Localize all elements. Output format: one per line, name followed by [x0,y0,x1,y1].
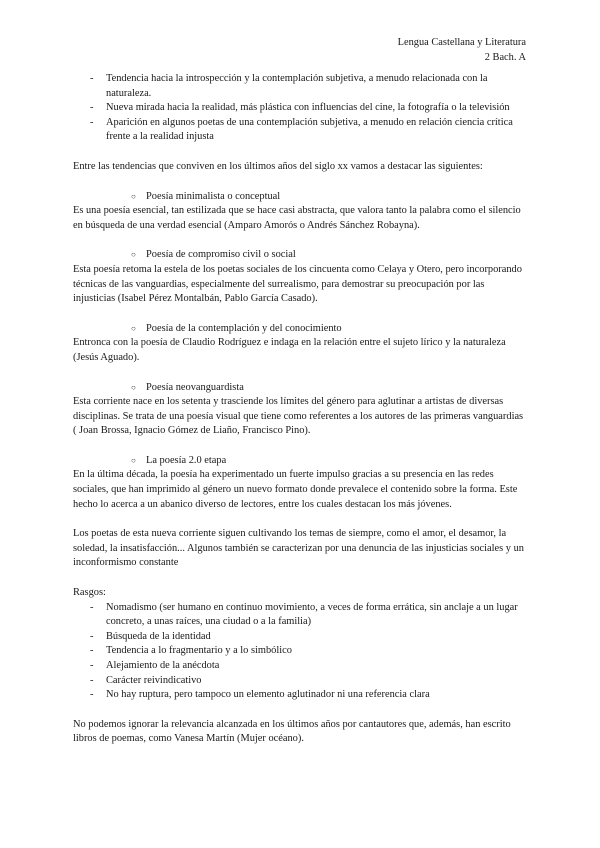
list-item: - Alejamiento de la anécdota [73,659,529,674]
dash-bullet: - [90,689,94,701]
dash-bullet: - [90,73,94,84]
dash-bullet: - [90,116,94,128]
rasgos-title: Rasgos: [73,587,106,599]
dash-bullet: - [90,630,94,642]
section-body: En la última década, la poesía ha experimentado un fuerte impulso gracias a su presencia en las redes sociales, que han imprimido al género un nuevo formato donde prevalece el contenido sobre la forma. Este hecho lo acerca a un abanico diverso de lectores, entre los cuales destacan los más jóvenes. [73,469,518,510]
circle-bullet: ○ [131,455,136,465]
section-poesia-2-0 [73,454,529,512]
subject-title: Lengua Castellana y Literatura [397,37,526,48]
list-item: - Carácter reivindicativo [73,674,529,689]
rasgos-list [73,601,529,703]
section-heading: ○ La poesía 2.0 etapa [73,454,529,469]
list-item: - Aparición en algunos poetas de una contemplación subjetiva, a menudo en relación ciencia crítica frente a la realidad injusta [90,116,513,143]
list-item: - Tendencia a lo fragmentario y a lo simbólico [73,644,529,659]
list-item: - No hay ruptura, pero tampoco un elemento aglutinador ni una referencia clara [73,688,529,703]
circle-bullet: ○ [131,250,136,260]
dash-bullet: - [90,674,94,686]
section-neovanguardista [73,381,529,439]
section-body: Es una poesía esencial, tan estilizada que se hace casi abstracta, que valora tanto la palabra como el silencio en búsqueda de una verdad esencial (Amparo Amorós o Andrés Sánchez Robayna). [73,205,521,231]
list-item: - Búsqueda de la identidad [73,630,529,645]
circle-bullet: ○ [131,382,136,392]
closing-paragraph: No podemos ignorar la relevancia alcanzada en los últimos años por cantautores que, además, han escrito libros de poemas, como Vanesa Martín (Mujer océano). [73,718,511,745]
section-body: Entronca con la poesía de Claudio Rodríguez e indaga en la relación entre el sujeto lírico y la naturaleza (Jesús Aguado). [73,337,506,363]
list-item: - Tendencia hacia la introspección y la contemplación subjetiva, a menudo relacionada con la naturaleza. [90,73,488,99]
lead-paragraph: Entre las tendencias que conviven en los últimos años del siglo xx vamos a destacar las siguientes: [73,160,483,172]
section-heading: ○ Poesía de la contemplación y del conocimiento [73,322,529,337]
section-heading: ○ Poesía minimalista o conceptual [73,190,529,205]
dash-bullet: - [90,102,94,114]
section-body: Esta poesía retoma la estela de los poetas sociales de los cincuenta como Celaya y Otero, pero incorporando técnicas de las vanguardias, especialmente del surrealismo, para demostrar su preocupación por las injusticias (Isabel Pérez Montalbán, Pablo García Casado). [73,263,522,305]
section-compromiso [73,248,529,306]
section-heading: ○ Poesía neovanguardista [73,381,529,396]
course-label: 2 Bach. A [484,51,526,63]
dash-bullet: - [90,645,94,657]
section-contemplacion [73,322,529,366]
circle-bullet: ○ [131,323,136,333]
document-body [73,72,529,747]
section-heading: ○ Poesía de compromiso civil o social [73,248,529,263]
dash-bullet: - [90,660,94,671]
dash-bullet: - [90,601,94,613]
list-item: - Nomadismo (ser humano en continuo movimiento, a veces de forma errática, sin anclaje a un lugar concreto, a unas raíces, una ciudad o a la familia) [90,601,518,628]
page-header [398,36,526,65]
poets-paragraph: Los poetas de esta nueva corriente siguen cultivando los temas de siempre, como el amor, el desamor, la soledad, la insatisfacción... Algunos también se caracterizan por una denuncia de las injusticias sociales y un inconformismo constante [73,528,524,569]
section-minimalista [73,190,529,234]
list-item: - Nueva mirada hacia la realidad, más plástica con influencias del cine, la fotografía o la televisión [73,101,529,116]
section-body: Esta corriente nace en los setenta y trasciende los límites del género para aglutinar a artistas de diversas disciplinas. Se trata de una poesía visual que tiene como referentes a los autores de las primeras vanguardias ( Joan Brossa, Ignacio Gómez de Liaño, Francisco Pino). [73,396,524,437]
intro-list [73,72,529,145]
circle-bullet: ○ [131,191,136,201]
